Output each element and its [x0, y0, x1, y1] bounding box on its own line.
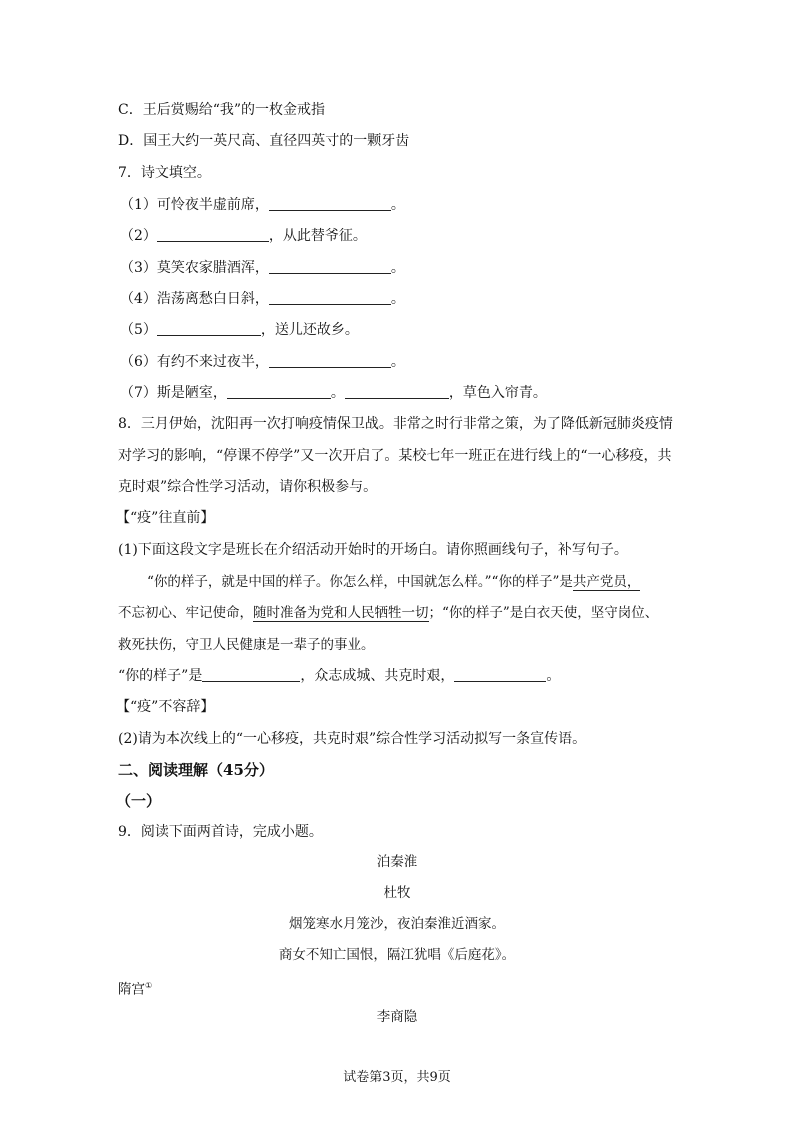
q7-item-6: （6）有约不来过夜半， 。 [120, 354, 405, 370]
answer-blank[interactable] [345, 384, 449, 399]
fill-line: “你的样子”是 ，众志成城、共克时艰， 。 [118, 668, 561, 684]
answer-blank[interactable] [454, 667, 546, 682]
poem-2-title: 隋宫① [118, 981, 153, 998]
answer-blank[interactable] [202, 667, 300, 682]
answer-blank[interactable] [157, 321, 261, 336]
part-2-subheading: （一） [116, 792, 162, 810]
answer-blank[interactable] [269, 196, 391, 211]
question-8-line-2: 对学习的影响，“停课不停学”又一次开启了。某校七年一班正在进行线上的“一心移疫，共 [118, 448, 672, 464]
section-heading-1: 【“疫”往直前】 [116, 510, 215, 526]
q7-item-2: （2） ，从此替爷征。 [120, 228, 367, 244]
question-7-stem: 7．诗文填空。 [118, 165, 211, 181]
option-d: D．国王大约一英尺高、直径四英寸的一颗牙齿 [118, 133, 410, 149]
underlined-phrase: 随时准备为党和人民牺牲一切 [253, 605, 429, 621]
poem-2-author: 李商隐 [376, 1009, 418, 1025]
answer-blank[interactable] [269, 353, 391, 368]
question-8-line-3: 克时艰”综合性学习活动，请你积极参与。 [118, 479, 378, 495]
question-9-stem: 9．阅读下面两首诗，完成小题。 [118, 824, 323, 840]
poem-1-title: 泊秦淮 [376, 854, 418, 870]
q7-item-5: （5） ，送儿还故乡。 [120, 322, 359, 338]
footnote-marker: ① [145, 981, 153, 990]
poem-1-line-1: 烟笼寒水月笼沙，夜泊秦淮近酒家。 [289, 916, 505, 932]
quote-line-2: 不忘初心、牢记使命，随时准备为党和人民牺牲一切；“你的样子”是白衣天使，坚守岗位、 [118, 605, 659, 621]
q7-item-1: （1）可怜夜半虚前席， 。 [120, 197, 405, 213]
section-heading-2: 【“疫”不容辞】 [116, 699, 215, 715]
poem-1-line-2: 商女不知亡国恨，隔江犹唱《后庭花》。 [278, 947, 516, 963]
answer-blank[interactable] [157, 227, 269, 242]
part-2-heading: 二、阅读理解（45分） [118, 761, 274, 779]
q7-item-7: （7）斯是陋室， 。 ，草色入帘青。 [120, 385, 547, 401]
answer-blank[interactable] [269, 259, 391, 274]
answer-blank[interactable] [269, 290, 391, 305]
q7-item-4: （4）浩荡离愁白日斜， 。 [120, 291, 405, 307]
quote-line-3: 救死扶伤，守卫人民健康是一辈子的事业。 [118, 637, 375, 653]
page-footer: 试卷第3页，共9页 [343, 1070, 451, 1085]
poem-1-author: 杜牧 [383, 885, 411, 901]
quote-line-1: “你的样子，就是中国的样子。你怎么样，中国就怎么样。”“你的样子”是共产党员， [147, 574, 641, 590]
sub-question-1: (1)下面这段文字是班长在介绍活动开始时的开场白。请你照画线句子，补写句子。 [118, 542, 628, 558]
underlined-phrase: 共产党员， [572, 574, 641, 590]
q7-item-3: （3）莫笑农家腊酒浑， 。 [120, 260, 405, 276]
sub-question-2: (2)请为本次线上的“一心移疫，共克时艰”综合性学习活动拟写一条宣传语。 [118, 731, 587, 747]
question-8-line-1: 8．三月伊始，沈阳再一次打响疫情保卫战。非常之时行非常之策，为了降低新冠肺炎疫情 [118, 416, 673, 432]
answer-blank[interactable] [227, 384, 331, 399]
option-c: C．王后赏赐给“我”的一枚金戒指 [118, 102, 326, 118]
